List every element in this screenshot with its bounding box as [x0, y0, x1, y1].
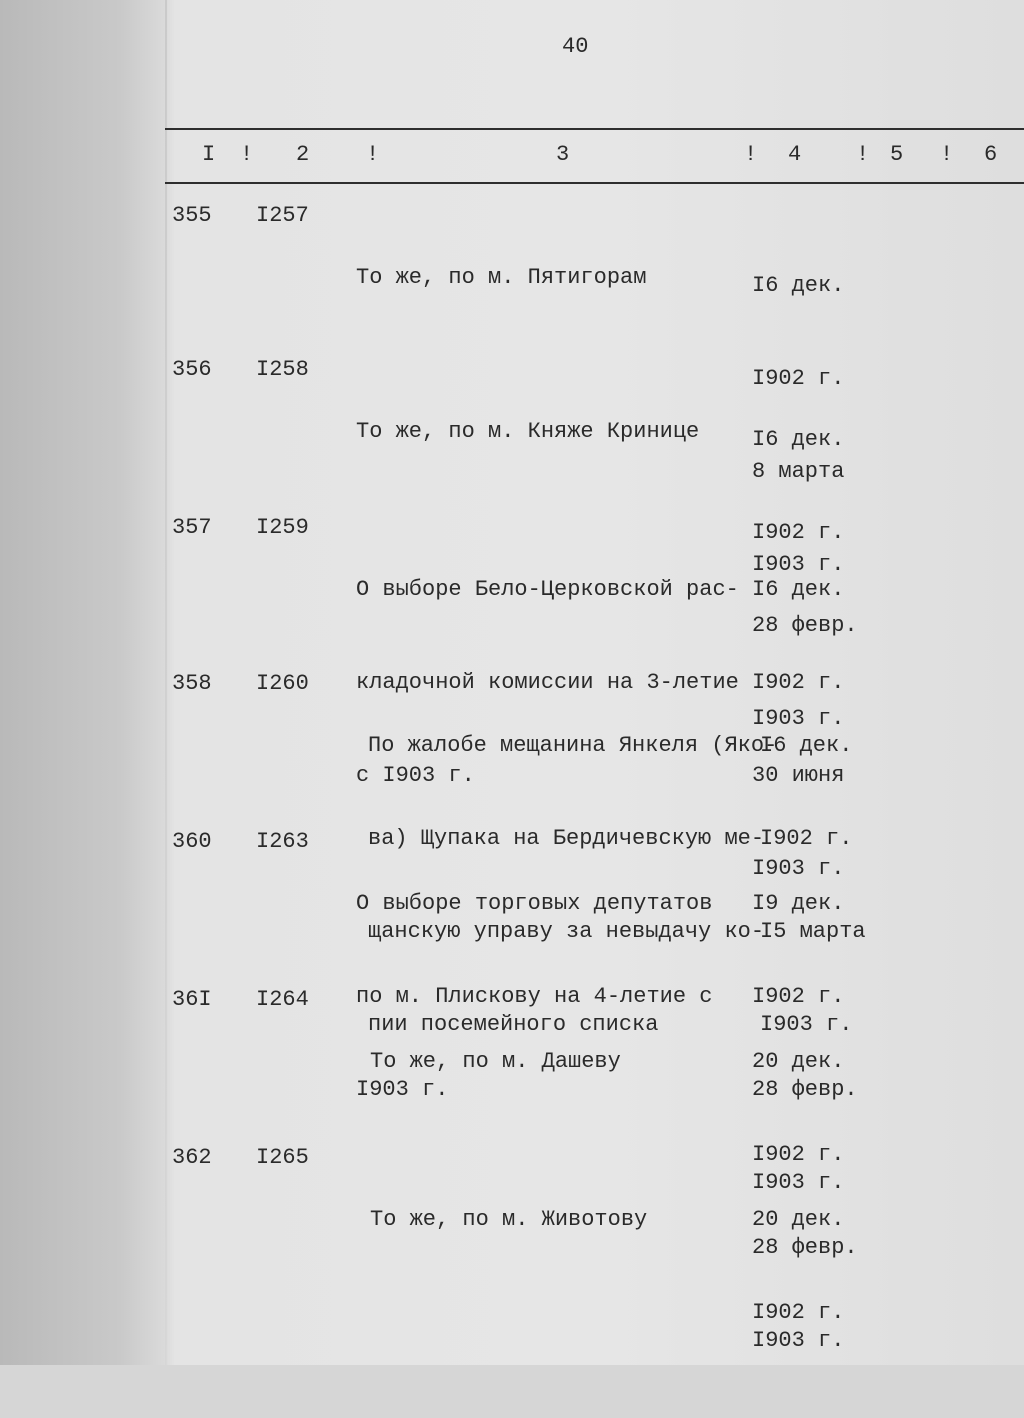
col-header-sep-4: ! — [856, 142, 870, 167]
row-number: 358 — [172, 671, 212, 696]
col-header-1: I — [202, 142, 216, 167]
col-header-sep-1: ! — [240, 142, 254, 167]
file-number: I264 — [256, 987, 309, 1012]
col-header-sep-2: ! — [366, 142, 380, 167]
title-line: кладочной комиссии на 3-летие — [356, 670, 739, 695]
date-line: I903 г. — [752, 706, 845, 731]
title-line: То же, по м. Дашеву — [370, 1049, 621, 1074]
file-number: I265 — [256, 1145, 309, 1170]
col-header-6: 6 — [984, 142, 998, 167]
title-line: То же, по м. Княже Кринице — [356, 419, 700, 444]
date-line: I6 дек. — [752, 427, 845, 452]
row-number: 36I — [172, 987, 212, 1012]
page-number: 40 — [562, 34, 589, 59]
col-header-2: 2 — [296, 142, 310, 167]
row-number: 360 — [172, 829, 212, 854]
date-line: I5 марта — [760, 919, 866, 944]
row-title — [370, 1142, 647, 1297]
sheet-edge-shadow — [165, 0, 167, 1365]
date-line: 28 февр. — [752, 1077, 858, 1102]
col-header-sep-5: ! — [940, 142, 954, 167]
file-number: I258 — [256, 357, 309, 382]
header-top-rule — [165, 128, 1024, 130]
date-line: I903 г. — [752, 856, 845, 881]
row-number: 362 — [172, 1145, 212, 1170]
file-number: I259 — [256, 515, 309, 540]
title-line: I903 г. — [356, 1077, 449, 1102]
date-line: 30 июня — [752, 763, 845, 788]
date-line: I903 г. — [752, 1170, 845, 1195]
date-line: 8 марта — [752, 459, 845, 484]
row-number: 357 — [172, 515, 212, 540]
file-number: I257 — [256, 203, 309, 228]
row-title — [370, 984, 621, 1139]
date-line: I6 дек. — [752, 577, 845, 602]
title-line: пии посемейного списка — [368, 1012, 659, 1037]
date-line: 28 февр. — [752, 1235, 858, 1260]
file-number: I263 — [256, 829, 309, 854]
col-header-3: 3 — [556, 142, 570, 167]
header-bottom-rule — [165, 182, 1024, 184]
date-line: I903 г. — [752, 552, 845, 577]
title-line: щанскую управу за невыдачу ко- — [368, 919, 765, 944]
date-line: I9 дек. — [752, 891, 845, 916]
date-line: I902 г. — [760, 826, 853, 851]
col-header-sep-3: ! — [744, 142, 758, 167]
row-title — [356, 200, 646, 355]
row-title — [356, 354, 699, 509]
col-header-5: 5 — [890, 142, 904, 167]
title-line: О выборе Бело-Церковской рас- — [356, 577, 739, 602]
row-number: 355 — [172, 203, 212, 228]
title-line: с I903 г. — [356, 763, 475, 788]
file-number: I260 — [256, 671, 309, 696]
title-line: То же, по м. Пятигорам — [356, 265, 647, 290]
date-line: I6 дек. — [760, 733, 853, 758]
date-line: 20 дек. — [752, 1049, 845, 1074]
date-line: I902 г. — [752, 1142, 845, 1167]
date-line: 28 февр. — [752, 613, 858, 638]
date-line: I902 г. — [752, 366, 845, 391]
row-dates — [752, 1142, 844, 1390]
title-line: О выборе торговых депутатов — [356, 891, 713, 916]
date-line: I903 г. — [760, 1012, 853, 1037]
date-line: I903 г. — [752, 1328, 845, 1353]
title-line: по м. Плискову на 4-летие с — [356, 984, 713, 1009]
date-line: I902 г. — [752, 1300, 845, 1325]
date-line: I902 г. — [752, 670, 845, 695]
date-line: I902 г. — [752, 520, 845, 545]
date-line: 20 дек. — [752, 1207, 845, 1232]
title-line: То же, по м. Животову — [370, 1207, 648, 1232]
date-line: I6 дек. — [752, 273, 845, 298]
row-number: 356 — [172, 357, 212, 382]
date-line: I902 г. — [752, 984, 845, 1009]
title-line: ва) Щупака на Бердичевскую ме- — [368, 826, 765, 851]
title-line: По жалобе мещанина Янкеля (Яко- — [368, 733, 778, 758]
col-header-4: 4 — [788, 142, 802, 167]
